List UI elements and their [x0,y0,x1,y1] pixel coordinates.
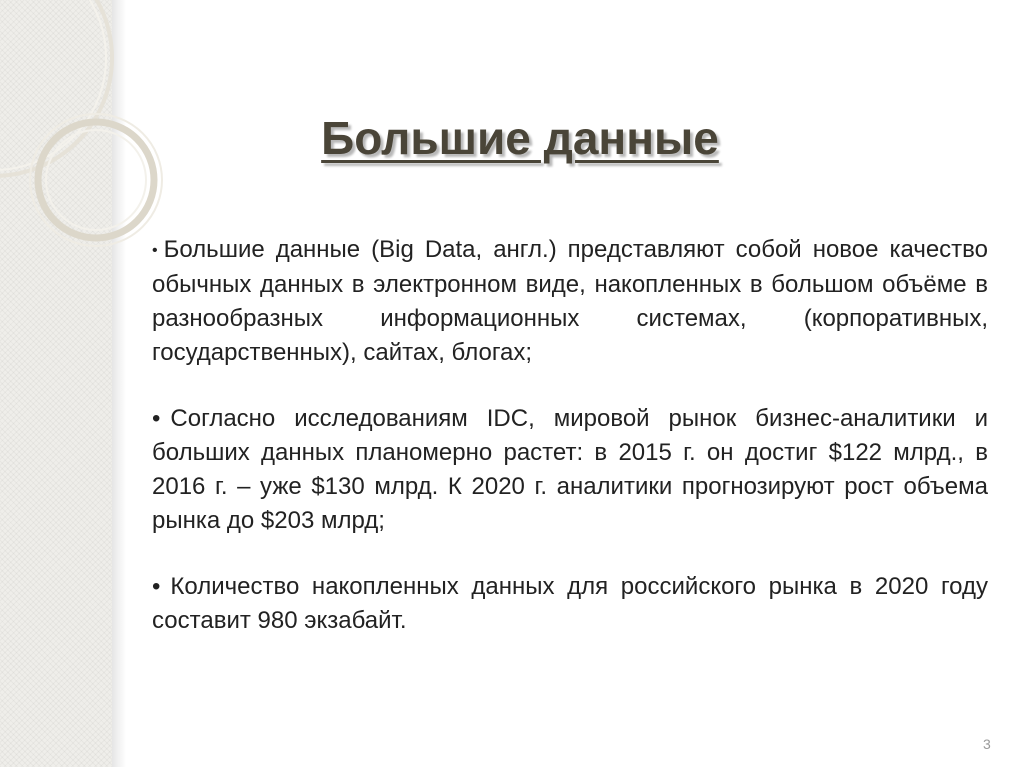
bullet-marker: • [152,241,158,259]
bullet-marker: • [152,572,161,600]
slide-number: 3 [983,736,991,752]
bullet-text: Количество накопленных данных для российского рынка в 2020 году составит 980 экзабайт. [152,572,988,634]
bullet-item [152,402,988,538]
bullet-item [152,233,988,370]
slide-title: Большие данные [321,112,719,164]
slide-content [152,233,988,670]
bullet-marker: • [152,404,161,432]
bullet-text: Согласно исследованиям IDC, мировой рынок бизнес-аналитики и больших данных планомерно растет: в 2015 г. он достиг $122 млрд., в 2016 г. – уже $130 млрд. К 2020 г. аналитики прогнозируют рост объема рынка до $203 млрд; [152,404,988,534]
bullet-item [152,570,988,638]
bullet-text: Большие данные (Big Data, англ.) представляют собой новое качество обычных данных в электронном виде, накопленных в большом объёме в разнообразных информационных системах, (корпоративных, государственных), сайтах, блогах; [152,236,988,366]
